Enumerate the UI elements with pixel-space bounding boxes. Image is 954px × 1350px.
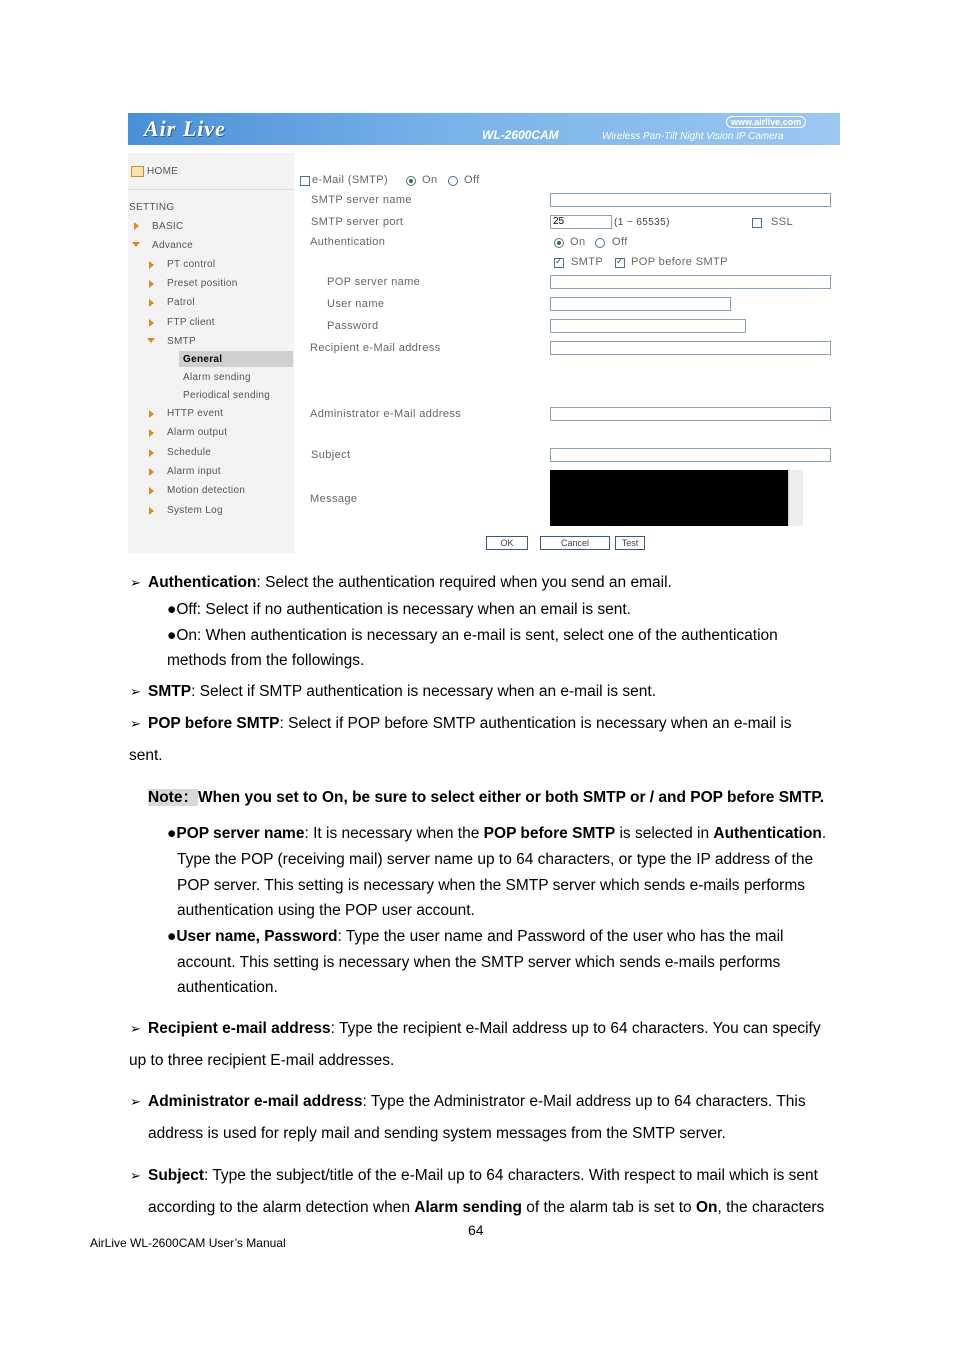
sidebar-item-periodical-sending[interactable]: Periodical sending bbox=[183, 390, 271, 401]
sidebar-item-schedule[interactable]: Schedule bbox=[167, 447, 212, 458]
expand-arrow-icon bbox=[149, 299, 154, 307]
sidebar-item-pt-control[interactable]: PT control bbox=[167, 259, 216, 270]
expand-arrow-icon bbox=[149, 280, 154, 288]
smtp-auth-checkbox[interactable] bbox=[554, 258, 564, 268]
sidebar-item-ftp-client[interactable]: FTP client bbox=[167, 317, 215, 328]
pop-before-smtp-label: POP before SMTP bbox=[631, 256, 728, 268]
page-number: 64 bbox=[468, 1222, 484, 1238]
auth-on-label: On bbox=[570, 236, 586, 248]
sidebar-item-alarm-sending[interactable]: Alarm sending bbox=[183, 372, 251, 383]
sidebar-item-motion-detection[interactable]: Motion detection bbox=[167, 485, 246, 496]
message-scrollbar[interactable] bbox=[788, 470, 803, 526]
subject-label: Subject bbox=[311, 449, 351, 461]
email-smtp-label: e-Mail (SMTP) bbox=[312, 174, 389, 186]
email-off-radio[interactable] bbox=[448, 176, 458, 186]
email-off-label: Off bbox=[464, 174, 480, 186]
expand-arrow-icon bbox=[149, 507, 154, 515]
sidebar-item-system-log[interactable]: System Log bbox=[167, 505, 223, 516]
smtp-paragraph: SMTP: Select if SMTP authentication is necessary when an e-mail is sent. bbox=[148, 683, 656, 700]
administrator-email-input[interactable] bbox=[550, 407, 831, 421]
airlive-logo: Air Live bbox=[144, 116, 226, 141]
bullet-arrow-icon: ➢ bbox=[130, 684, 141, 699]
collapse-arrow-icon bbox=[132, 242, 140, 247]
auth-paragraph: Authentication: Select the authentication required when you send an email. bbox=[148, 574, 672, 591]
bullet-arrow-icon: ➢ bbox=[130, 1168, 141, 1183]
pop-server-name-input[interactable] bbox=[550, 275, 831, 289]
sidebar-item-basic[interactable]: BASIC bbox=[152, 221, 184, 232]
sidebar-item-general[interactable]: General bbox=[183, 354, 223, 365]
user-password-line3: authentication. bbox=[177, 979, 278, 996]
sidebar-item-patrol[interactable]: Patrol bbox=[167, 297, 195, 308]
administrator-line2: address is used for reply mail and sending system messages from the SMTP server. bbox=[148, 1125, 726, 1142]
camera-settings-screenshot bbox=[128, 113, 840, 553]
recipient-email-input[interactable] bbox=[550, 341, 831, 355]
port-range-hint: (1 ~ 65535) bbox=[614, 217, 670, 228]
auth-on-text-cont: methods from the followings. bbox=[167, 652, 365, 669]
expand-arrow-icon bbox=[149, 410, 154, 418]
auth-on-radio[interactable] bbox=[554, 238, 564, 248]
bullet-arrow-icon: ➢ bbox=[130, 1094, 141, 1109]
auth-off-label: Off bbox=[612, 236, 628, 248]
settings-sidebar bbox=[128, 153, 294, 553]
message-label: Message bbox=[310, 493, 358, 505]
sidebar-home[interactable]: HOME bbox=[147, 166, 179, 177]
user-password-line2: account. This setting is necessary when the SMTP server which sends e-mails performs bbox=[177, 954, 781, 971]
subject-input[interactable] bbox=[550, 448, 831, 462]
sidebar-item-advance[interactable]: Advance bbox=[152, 240, 194, 251]
pop-before-smtp-checkbox[interactable] bbox=[615, 258, 625, 268]
message-textarea[interactable] bbox=[550, 470, 788, 526]
website-link[interactable]: www.airlive.com bbox=[726, 116, 806, 128]
recipient-line2: up to three recipient E-mail addresses. bbox=[129, 1052, 395, 1069]
home-icon bbox=[131, 166, 144, 177]
password-label: Password bbox=[327, 320, 379, 332]
auth-on-text: ●On: When authentication is necessary an e-mail is sent, select one of the authentication bbox=[167, 627, 778, 644]
expand-arrow-icon bbox=[149, 487, 154, 495]
smtp-auth-label: SMTP bbox=[571, 256, 604, 268]
user-name-input[interactable] bbox=[550, 297, 731, 311]
password-input[interactable] bbox=[550, 319, 746, 333]
sidebar-item-http-event[interactable]: HTTP event bbox=[167, 408, 224, 419]
administrator-email-label: Administrator e-Mail address bbox=[310, 408, 462, 420]
sidebar-setting-heading: SETTING bbox=[129, 202, 175, 213]
expand-arrow-icon bbox=[149, 429, 154, 437]
header-banner bbox=[128, 113, 840, 145]
footer-manual-title: AirLive WL-2600CAM User’s Manual bbox=[90, 1236, 286, 1250]
expand-arrow-icon bbox=[134, 222, 139, 230]
cancel-button[interactable]: Cancel bbox=[540, 536, 610, 550]
sidebar-item-smtp[interactable]: SMTP bbox=[167, 336, 196, 347]
test-button[interactable]: Test bbox=[615, 536, 645, 550]
expand-arrow-icon bbox=[149, 261, 154, 269]
model-name: WL-2600CAM bbox=[482, 128, 559, 142]
smtp-server-name-input[interactable] bbox=[550, 193, 831, 207]
ok-button[interactable]: OK bbox=[486, 536, 528, 550]
subject-line2: according to the alarm detection when Alarm sending of the alarm tab is set to On, the characters bbox=[148, 1199, 825, 1216]
pop-paragraph: POP before SMTP: Select if POP before SMTP authentication is necessary when an e-mail is bbox=[148, 715, 792, 732]
auth-off-text: ●Off: Select if no authentication is necessary when an email is sent. bbox=[167, 601, 631, 618]
smtp-server-name-label: SMTP server name bbox=[311, 194, 412, 206]
pop-server-line4: authentication using the POP user account. bbox=[177, 902, 475, 919]
email-enable-checkbox[interactable] bbox=[300, 176, 310, 186]
email-on-radio[interactable] bbox=[406, 176, 416, 186]
sidebar-item-alarm-input[interactable]: Alarm input bbox=[167, 466, 221, 477]
pop-paragraph-cont: sent. bbox=[129, 747, 163, 764]
email-on-label: On bbox=[422, 174, 438, 186]
expand-arrow-icon bbox=[149, 319, 154, 327]
expand-arrow-icon bbox=[149, 468, 154, 476]
sidebar-item-alarm-output[interactable]: Alarm output bbox=[167, 427, 228, 438]
smtp-server-port-label: SMTP server port bbox=[311, 216, 404, 228]
auth-off-radio[interactable] bbox=[595, 238, 605, 248]
divider bbox=[128, 189, 294, 190]
pop-server-paragraph: ●POP server name: It is necessary when the POP before SMTP is selected in Authentication. bbox=[167, 825, 827, 842]
user-password-paragraph: ●User name, Password: Type the user name and Password of the user who has the mail bbox=[167, 928, 784, 945]
note: Note：When you set to On, be sure to select either or both SMTP or / and POP before SMTP. bbox=[148, 789, 825, 806]
bullet-arrow-icon: ➢ bbox=[130, 575, 141, 590]
ssl-checkbox[interactable] bbox=[752, 218, 762, 228]
smtp-server-port-input[interactable]: 25 bbox=[550, 215, 612, 229]
recipient-email-label: Recipient e-Mail address bbox=[310, 342, 441, 354]
product-tagline: Wireless Pan-Tilt Night Vision IP Camera bbox=[602, 131, 784, 142]
collapse-arrow-icon bbox=[147, 338, 155, 343]
administrator-paragraph: Administrator e-mail address: Type the Administrator e-Mail address up to 64 characters. This bbox=[148, 1093, 806, 1110]
bullet-arrow-icon: ➢ bbox=[130, 716, 141, 731]
subject-paragraph: Subject: Type the subject/title of the e-Mail up to 64 characters. With respect to mail which is sent bbox=[148, 1167, 818, 1184]
user-name-label: User name bbox=[327, 298, 385, 310]
expand-arrow-icon bbox=[149, 449, 154, 457]
pop-server-line3: POP server. This setting is necessary when the SMTP server which sends e-mails performs bbox=[177, 877, 805, 894]
pop-server-name-label: POP server name bbox=[327, 276, 421, 288]
authentication-label: Authentication bbox=[310, 236, 386, 248]
recipient-paragraph: Recipient e-mail address: Type the recipient e-Mail address up to 64 characters. You can specify bbox=[148, 1020, 821, 1037]
bullet-arrow-icon: ➢ bbox=[130, 1021, 141, 1036]
pop-server-line2: Type the POP (receiving mail) server name up to 64 characters, or type the IP address of the bbox=[177, 851, 814, 868]
sidebar-item-preset-position[interactable]: Preset position bbox=[167, 278, 238, 289]
ssl-label: SSL bbox=[771, 216, 793, 228]
